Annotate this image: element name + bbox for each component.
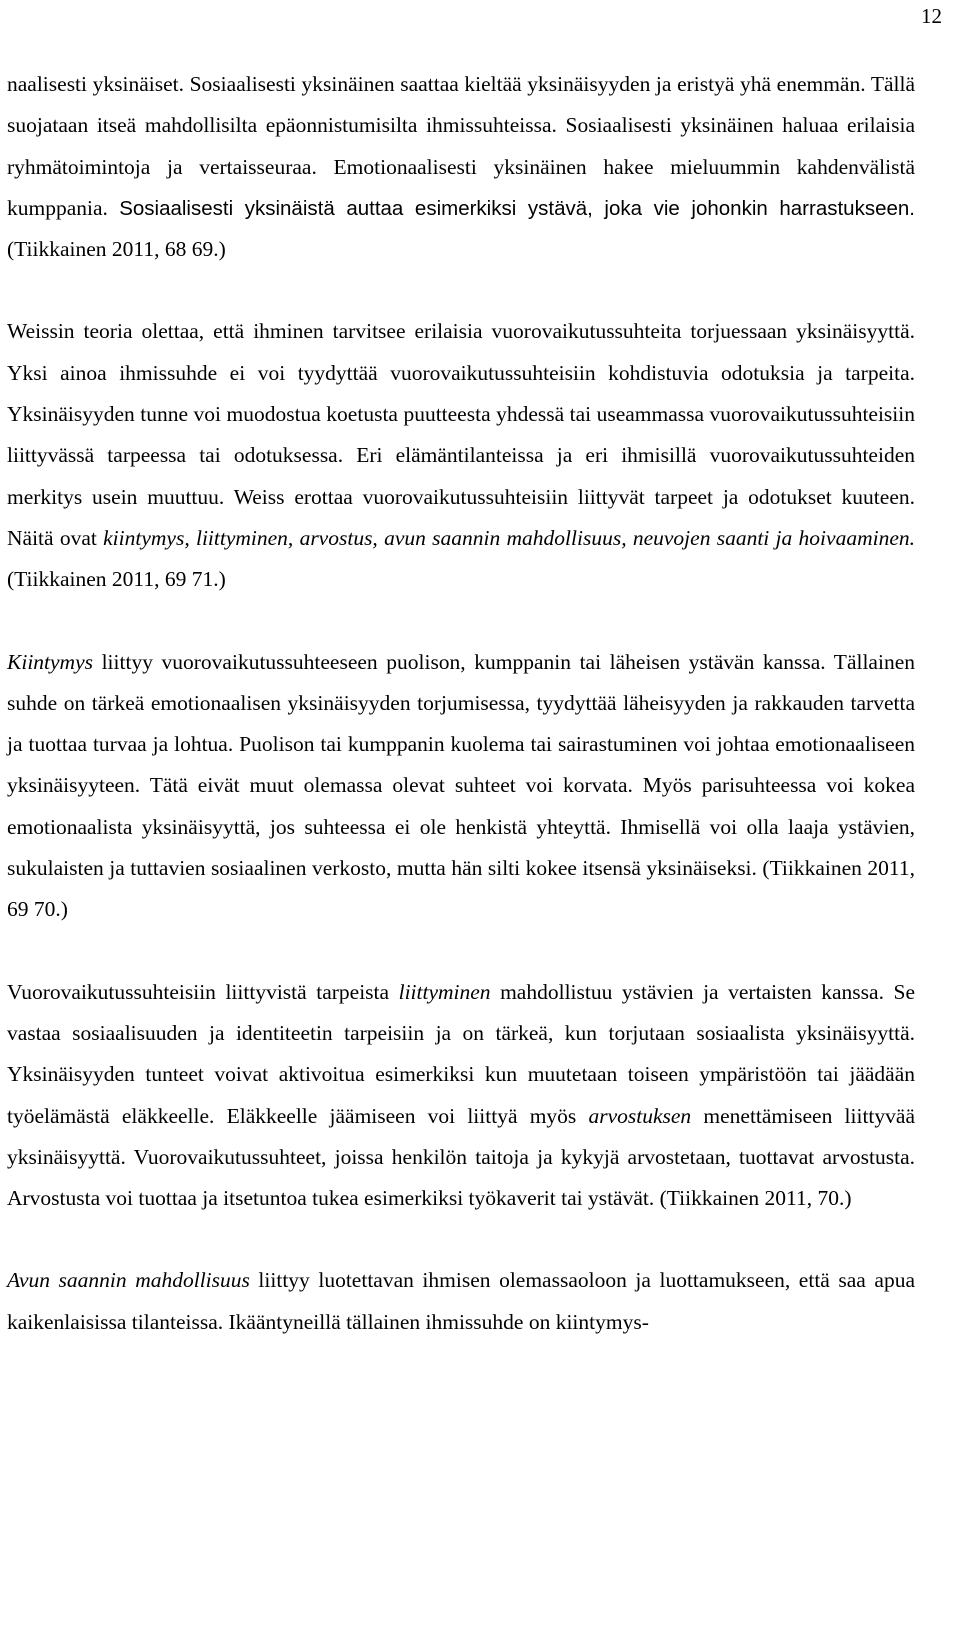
paragraph — [7, 642, 915, 931]
paragraph-text: liittyy vuorovaikutussuhteeseen puolison, kumppanin tai läheisen ystävän kanssa. Tällainen suhde on tärkeä emotionaalisen yksinäisyyden torjumisessa, tyydyttää läheisyyden ja rakkauden tarvetta ja tuottaa turvaa ja lohtua. Puolison tai kumppanin kuolema tai sairastuminen voi johtaa emotionaaliseen yksinäisyyteen. Tätä eivät muut olemassa olevat suhteet voi korvata. Myös parisuhteessa voi kokea emotionaalista yksinäisyyttä, jos suhteessa ei ole henkistä yhteyttä. Ihmisellä voi olla laaja ystävien, sukulaisten ja tuttavien sosiaalinen verkosto, mutta hän silti kokee itsensä yksinäiseksi. (Tiikkainen 2011, 69 70.) — [7, 649, 915, 922]
paragraph — [7, 1260, 915, 1343]
paragraph-text: menettämiseen liittyvää yksinäisyyttä. Vuorovaikutussuhteet, joissa henkilön taitoja ja kykyjä arvostetaan, tuottavat arvostusta. Arvostusta voi tuottaa ja itsetuntoa tukea esimerkiksi työkaverit tai ystävät. (Tiikkainen 2011, 70.) — [7, 1103, 915, 1211]
emphasis-text: Kiintymys — [7, 649, 93, 674]
paragraph-text: naalisesti yksinäiset. Sosiaalisesti yksinäinen saattaa kieltää yksinäisyyden ja eristyä yhä enemmän. Tällä suojataan itseä mahdollisilta epäonnistumisilta ihmissuhteissa. Sosiaalisesti yksinäinen haluaa erilaisia ryhmätoimintoja ja vertaisseuraa. Emotionaalisesti yksinäinen hakee mieluummin kahdenvälistä kumppania. — [7, 72, 915, 220]
emphasis-text: arvostuksen — [588, 1103, 692, 1128]
paragraph — [7, 972, 915, 1220]
emphasis-text: kiintymys, liittyminen, arvostus, avun saannin mahdollisuus, neuvojen saanti ja hoivaaminen. — [103, 525, 915, 550]
paragraph-text: liittyy luotettavan ihmisen olemassaoloon ja luottamukseen, että saa apua kaikenlaisissa tilanteissa. Ikääntyneillä tällainen ihmissuhde on kiintymys- — [7, 1268, 915, 1334]
paragraph-text: Sosiaalisesti yksinäistä auttaa esimerkiksi ystävä, joka vie johonkin harrastukseen. — [119, 196, 915, 220]
citation: (Tiikkainen 2011, 69 71.) — [7, 567, 226, 592]
emphasis-text: Avun saannin mahdollisuus — [7, 1268, 250, 1293]
paragraph — [7, 64, 915, 270]
page-body — [7, 64, 915, 1343]
page-number: 12 — [921, 4, 942, 28]
emphasis-text: liittyminen — [398, 979, 491, 1004]
paragraph-text: Weissin teoria olettaa, että ihminen tarvitsee erilaisia vuorovaikutussuhteita torjuessaan yksinäisyyttä. Yksi ainoa ihmissuhde ei voi tyydyttää vuorovaikutussuhteisiin kohdistuvia odotuksia ja tarpeita. Yksinäisyyden tunne voi muodostua koetusta puutteesta yhdessä tai useammassa vuorovaikutussuhteisiin liittyvässä tarpeessa tai odotuksessa. Eri elämäntilanteissa ja eri ihmisillä vuorovaikutussuhteiden merkitys usein muuttuu. Weiss erottaa vuorovaikutussuhteisiin liittyvät tarpeet ja odotukset kuuteen. Näitä ovat — [7, 319, 915, 550]
paragraph-text: mahdollistuu ystävien ja vertaisten kanssa. Se vastaa sosiaalisuuden ja identiteetin tarpeisiin ja on tärkeä, kun torjutaan sosiaalista yksinäisyyttä. Yksinäisyyden tunteet voivat aktivoitua esimerkiksi kun muutetaan toiseen ympäristöön tai jäädään työelämästä eläkkeelle. Eläkkeelle jäämiseen voi liittyä myös — [7, 979, 915, 1128]
citation: (Tiikkainen 2011, 68 69.) — [7, 237, 226, 262]
paragraph — [7, 311, 915, 600]
paragraph-text: Vuorovaikutussuhteisiin liittyvistä tarpeista — [7, 979, 399, 1004]
